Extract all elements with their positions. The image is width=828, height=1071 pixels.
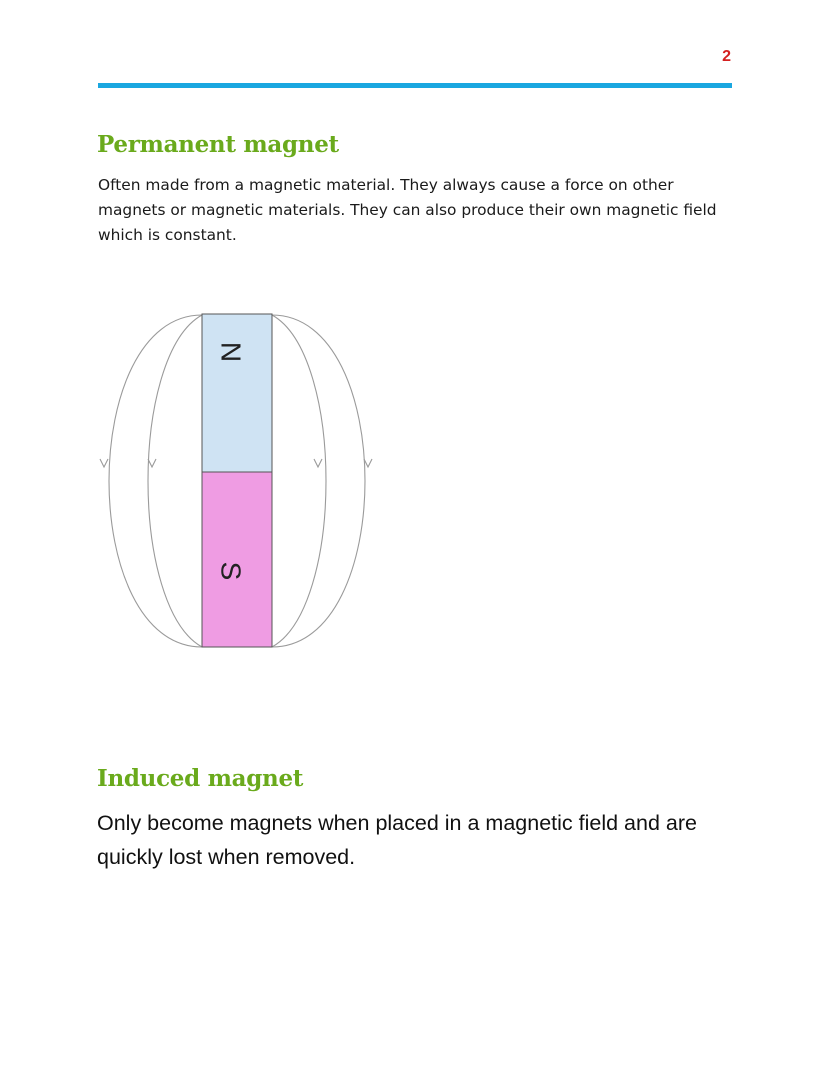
induced-magnet-text: Only become magnets when placed in a magnetic field and are quickly lost when removed. [97,811,697,869]
field-line-inner-left [148,315,202,647]
field-line-outer-left [109,315,202,647]
arrow-outer-left [100,459,108,467]
permanent-magnet-heading: Permanent magnet [97,131,339,158]
north-label: N [215,341,247,363]
induced-magnet-heading: Induced magnet [97,765,304,792]
south-label: S [215,561,247,581]
permanent-magnet-text: Often made from a magnetic material. They always cause a force on other magnets or magnetic materials. They can also produce their own magnetic field which is constant. [98,176,717,244]
field-line-outer-right [272,315,365,647]
north-pole [202,314,272,472]
arrow-inner-right [314,459,322,467]
south-pole [202,472,272,647]
arrow-inner-left [148,459,156,467]
field-line-inner-right [272,315,326,647]
page-number: 2 [722,48,731,65]
